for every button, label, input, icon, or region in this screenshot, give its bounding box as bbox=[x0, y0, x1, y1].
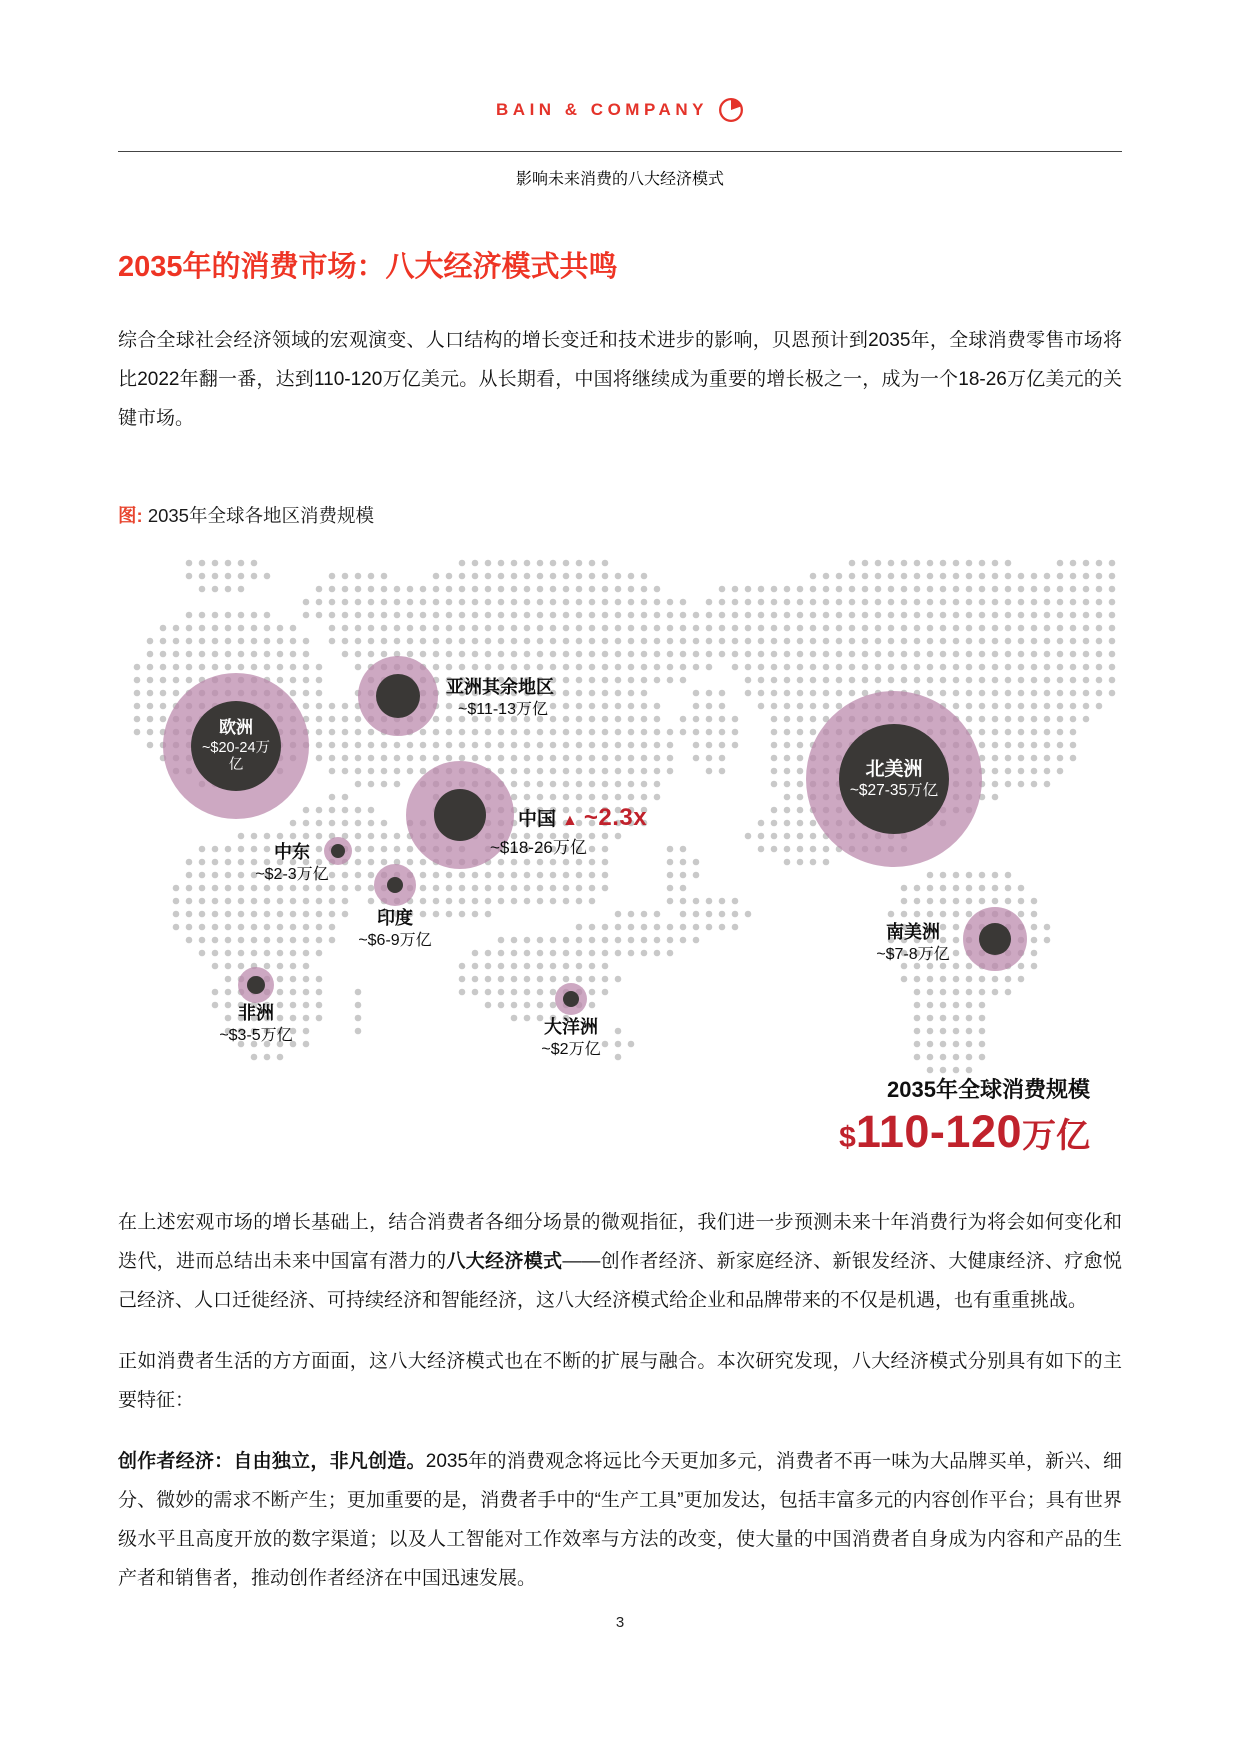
eight-models-bold: 八大经济模式 bbox=[446, 1251, 563, 1272]
header-subtitle: 影响未来消费的八大经济模式 bbox=[515, 171, 724, 188]
header-brand bbox=[118, 0, 1122, 125]
total-caption: 2035年全球消费规模 bbox=[887, 1077, 1090, 1102]
bain-compass-icon bbox=[718, 97, 744, 123]
region-label-africa: 非洲 ~$3-5万亿 bbox=[219, 1003, 293, 1044]
region-label-india: 印度 ~$6-9万亿 bbox=[358, 908, 432, 949]
region-label-china: 中国 ▲ ~2.3x ~$18-26万亿 bbox=[490, 804, 648, 857]
region-label-middle-east: 中东 ~$2-3万亿 bbox=[255, 842, 329, 883]
creator-economy-paragraph: 创作者经济：自由独立，非凡创造。2035年的消费观念将远比今天更加多元，消费者不再一味为大品牌买单，新兴、细分、微妙的需求不断产生；更加重要的是，消费者手中的“生产工具”更加发达，包括丰富多元的内容创作平台；具有世界级水平且高度开放的数字渠道；以及人工智能对工作效率与方法的改变，使大量的中国消费者自身成为内容和产品的生产者和销售者，推动创作者经济在中国迅速发展。 bbox=[118, 1451, 1122, 1589]
global-total-block bbox=[118, 1076, 1122, 1167]
world-map bbox=[118, 544, 1122, 1074]
region-name-europe: 欧洲 bbox=[219, 718, 253, 737]
region-label-south-america: 南美洲 ~$7-8万亿 bbox=[876, 922, 950, 963]
region-value-europe: ~$20-24万亿 bbox=[201, 740, 271, 773]
expand-paragraph: 正如消费者生活的方方面面，这八大经济模式也在不断的扩展与融合。本次研究发现，八大经济模式分别具有如下的主要特征： bbox=[118, 1351, 1122, 1411]
region-label-rest-of-asia: 亚洲其余地区 ~$11-13万亿 bbox=[446, 677, 554, 718]
header-divider bbox=[118, 151, 1122, 152]
region-value-north-america: ~$27-35万亿 bbox=[849, 781, 939, 799]
intro-paragraph: 综合全球社会经济领域的宏观演变、人口结构的增长变迁和技术进步的影响，贝恩预计到2035年，全球消费零售市场将比2022年翻一番，达到110-120万亿美元。从长期看，中国将继续成为重要的增长极之一，成为一个18-26万亿美元的关键市场。 bbox=[118, 330, 1122, 429]
figure-caption-text: 2035年全球各地区消费规模 bbox=[147, 505, 374, 526]
total-value: $110-120万亿 bbox=[839, 1106, 1090, 1157]
creator-economy-lead: 创作者经济：自由独立，非凡创造。 bbox=[118, 1451, 426, 1472]
brand-logo-text: BAIN & COMPANY bbox=[496, 100, 708, 119]
bubble-europe-core bbox=[191, 701, 281, 791]
growth-triangle-icon: ▲ bbox=[562, 812, 578, 829]
page-title: 2035年的消费市场：八大经济模式共鸣 bbox=[118, 251, 618, 283]
macro-paragraph: 在上述宏观市场的增长基础上，结合消费者各细分场景的微观指征，我们进一步预测未来十年消费行为将会如何变化和迭代，进而总结出未来中国富有潜力的八大经济模式——创作者经济、新家庭经济、新银发经济、大健康经济、疗愈悦己经济、人口迁徙经济、可持续经济和智能经济，这八大经济模式给企业和品牌带来的不仅是机遇，也有重重挑战。 bbox=[118, 1212, 1122, 1311]
figure-caption bbox=[118, 502, 1122, 528]
figure-caption-tag: 图: bbox=[118, 505, 143, 526]
page-number: 3 bbox=[615, 1614, 625, 1631]
china-growth-annotation: ~2.3x bbox=[583, 804, 648, 831]
region-name-north-america: 北美洲 bbox=[865, 758, 923, 780]
region-label-oceania: 大洋洲 ~$2万亿 bbox=[541, 1017, 601, 1058]
